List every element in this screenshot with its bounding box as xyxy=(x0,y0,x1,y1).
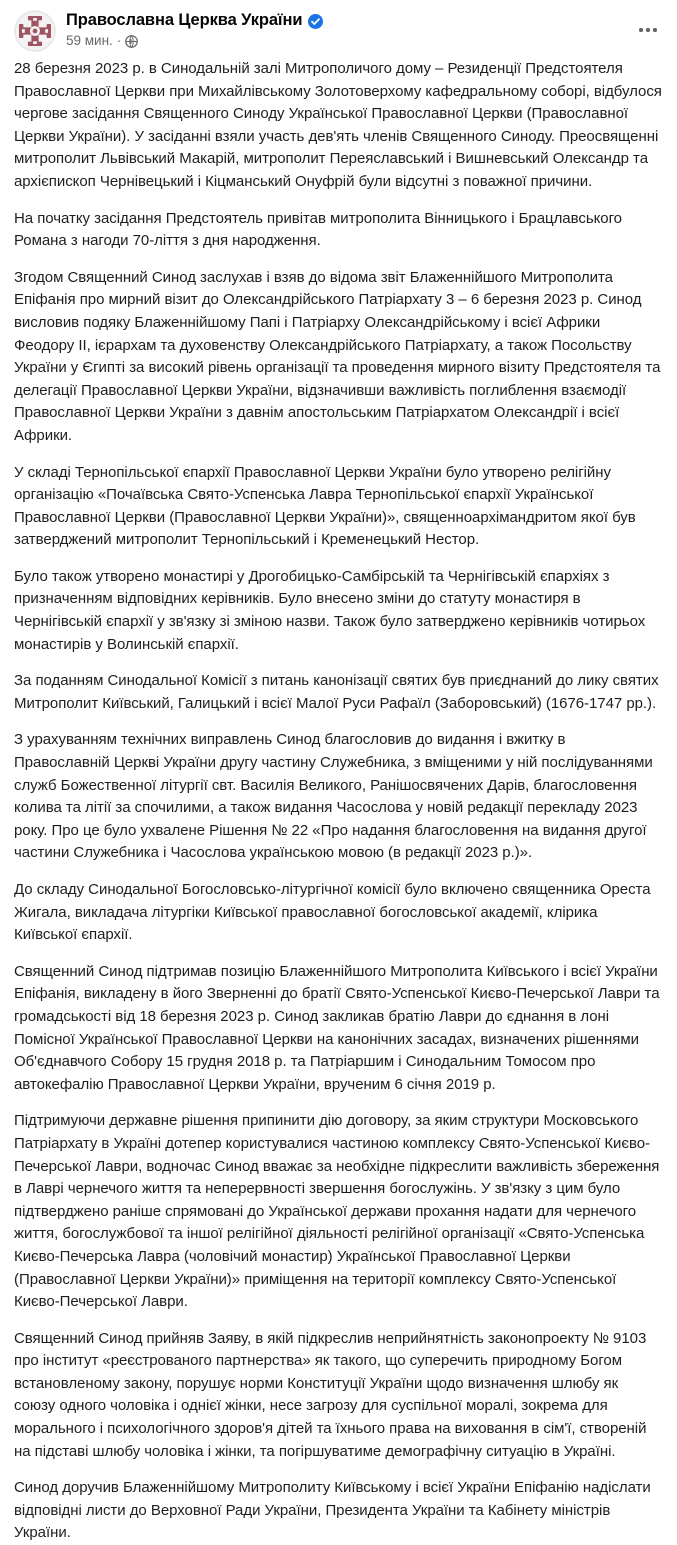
page-name[interactable]: Православна Церква України xyxy=(66,11,303,29)
post-paragraph: Згодом Священний Синод заслухав і взяв до відома звіт Блаженнійшого Митрополита Епіфанія про мирний візит до Олександрійського Патріархату 3 – 6 березня 2023 р. Синод висловив подяку Блаженнійшому Папі і Патріарху Олександрійському і всієї Африки Феодору ІІ, ієрархам та духовенству Олександрійського Патріархату, а також Посольству України у Єгипті за високий рівень організації та проведення мирного візиту Предстоятеля та делегації Православної Церкви України, відзначивши важливість поглиблення взаємодії Православної Церкви України з давнім апостольським Патріархатом Олександрії і всієї Африки. xyxy=(14,268,661,444)
post-paragraph: За поданням Синодальної Комісії з питань канонізації святих був приєднаний до лику святих Митрополит Київський, Галицький і всієї Малої Руси Рафаїл (Заборовський) (1676-1747 рр.). xyxy=(14,672,659,712)
post-meta-row xyxy=(66,33,323,49)
post-paragraph: У складі Тернопільської єпархії Православної Церкви України було утворено релігійну організацію «Почаївська Свято-Успенська Лавра Тернопільської єпархії Української Православної Церкви (Православної Церкви України)», священноархімандритом якої був затверджений митрополит Тернопільський і Кременецький Нестор. xyxy=(14,463,636,549)
avatar[interactable] xyxy=(14,10,56,52)
post-paragraph: З урахуванням технічних виправлень Синод благословив до видання і вжитку в Православній Церкві України другу частину Служебника, з вміщеними у ній послідуваннями служб Божественної літургії свт. Василія Великого, Ранішосвячених Дарів, благословення колива та літії за спочилими, а також видання Часослова у новій редакції перекладу 2023 року. Про це було ухвалене Рішення № 22 «Про надання благословення на видання другої частини Служебника і Часослова українською мовою (в редакції 2023 р.)». xyxy=(14,731,653,862)
post-timestamp[interactable]: 59 мин. xyxy=(66,33,113,48)
post-paragraph: Священний Синод прийняв Заяву, в якій підкреслив неприйнятність законопроекту № 9103 про інститут «реєстрованого партнерства» як такого, що суперечить природному Богом встановленому закону, порушує норми Конституції України щодо визначення шлюбу як союзу одного чоловіка і однієї жінки, несе загрозу для суспільної моралі, зокрема для морального і психологічного здоров'я дітей та їхнього права на виховання в сім'ї, створеній на підставі шлюбу чоловіка і жінки, та погіршуватиме демографічну ситуацію в Україні. xyxy=(14,1329,647,1460)
post-header xyxy=(0,0,677,52)
author-name-row xyxy=(66,10,323,30)
verified-badge-icon xyxy=(308,14,323,29)
post-paragraph: 28 березня 2023 р. в Синодальній залі Митрополичого дому – Резиденції Предстоятеля Православної Церкви при Михайлівському Золотоверхому кафедральному соборі, відбулося чергове засідання Священного Синоду Української Православної Церкви (Православної Церкви України). У засіданні взяли участь дев'ять членів Священного Синоду. Преосвященні митрополит Львівський Макарій, митрополит Переяславський і Вишневський Олександр та архієпископ Чернівецький і Кіцманський Онуфрій були відсутні з поважної причини. xyxy=(14,60,662,190)
dot-1 xyxy=(639,28,643,32)
post-paragraph: Було також утворено монастирі у Дрогобицько-Самбірській та Чернігівській єпархіях з призначенням відповідних керівників. Було внесено зміни до статуту монастиря в Чернігівській єпархії у зв'язку зі зміною назви. Також було затверджено керівників чотирьох монастирів у Волинській єпархії. xyxy=(14,567,646,653)
post-paragraph: Священний Синод підтримав позицію Блаженнійшого Митрополита Київського і всієї України Епіфанія, викладену в його Зверненні до братії Свято-Успенської Києво-Печерської Лаври та громадськості від 18 березня 2023 р. Синод закликав братію Лаври до єднання в лоні Помісної Української Православної Церкви на канонічних засадах, визначених рішеннями Об'єднавчого Собору 15 грудня 2018 р. та Патріаршим і Синодальним Томосом про автокефалію Православної Церкви України, врученим 6 січня 2019 р. xyxy=(14,962,660,1093)
orthodox-cross-logo-icon xyxy=(15,11,55,51)
post-author-block xyxy=(66,9,323,49)
dot-3 xyxy=(653,28,657,32)
post-paragraph: На початку засідання Предстоятель привітав митрополита Вінницького і Брацлавського Романа з нагоди 70-ліття з дня народження. xyxy=(14,209,622,250)
post-options-menu-button[interactable] xyxy=(631,13,665,47)
post-paragraph: До складу Синодальної Богословсько-літургічної комісії було включено священника Ореста Жигала, викладача літургіки Київської православної богословської академії, клірика Київської єпархії. xyxy=(14,881,651,944)
ellipsis-horizontal-icon xyxy=(639,28,657,32)
globe-icon[interactable] xyxy=(125,35,138,48)
post-paragraph: Синод доручив Блаженнійшому Митрополиту Київському і всієї України Епіфанію надіслати відповідні листи до Верховної Ради України, Президента України та Кабінету міністрів України. xyxy=(14,1479,651,1542)
post-body xyxy=(0,52,677,1545)
dot-2 xyxy=(646,28,650,32)
post-paragraph: Підтримуючи державне рішення припинити дію договору, за яким структури Московського Патріархату в Україні дотепер користувалися частиною комплексу Свято-Успенської Києво-Печерської Лаври, водночас Синод вважає за необхідне підкреслити важливість збереження в Лаврі чернечого життя та неперервності звершення богослужінь. У зв'язку з цим було підтверджено раніше спрямовані до Української держави прохання надати для чернечого життя, богослужбової та іншої релігійної діяльності релігійної організації «Свято-Успенська Києво-Печерська Лавра (чоловічий монастир) Української Православної Церкви (Православної Церкви України)» приміщення на території комплексу Свято-Успенської Києво-Печерської Лаври. xyxy=(14,1112,660,1311)
meta-separator: · xyxy=(116,33,122,48)
